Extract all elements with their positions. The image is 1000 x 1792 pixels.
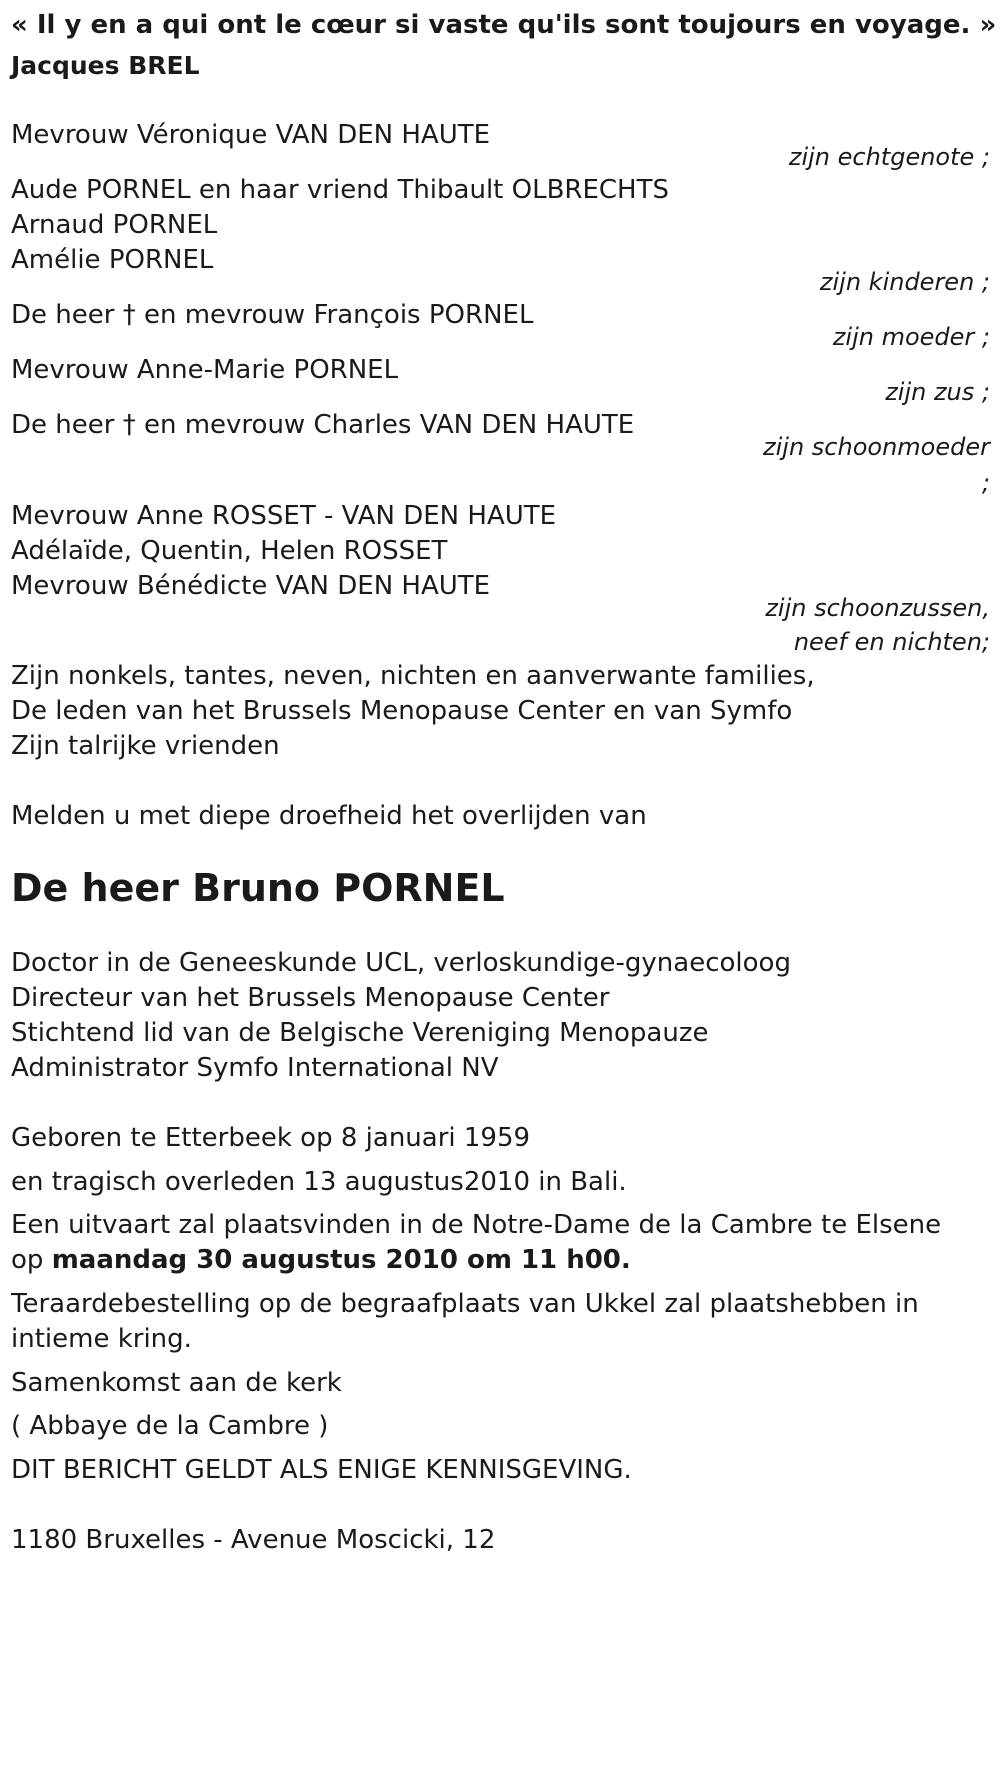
relation-sister: zijn zus ; <box>885 378 990 406</box>
relation-mother-in-law-end: ; <box>981 469 990 497</box>
others-family: Zijn nonkels, tantes, neven, nichten en aanverwante families, <box>11 661 815 691</box>
address-line: 1180 Bruxelles - Avenue Moscicki, 12 <box>11 1525 496 1555</box>
born-line: Geboren te Etterbeek op 8 januari 1959 <box>11 1123 531 1153</box>
relation-spouse: zijn echtgenote ; <box>788 143 990 171</box>
mourner-aude: Aude PORNEL en haar vriend Thibault OLBRECHTS <box>11 175 669 205</box>
quote-text: « Il y en a qui ont le cœur si vaste qu'ils sont toujours en voyage. » <box>11 10 997 40</box>
funeral-line: Een uitvaart zal plaatsvinden in de Notre-Dame de la Cambre te Elsene <box>11 1210 942 1240</box>
burial-line: Teraardebestelling op de begraafplaats van Ukkel zal plaatshebben in <box>11 1289 919 1319</box>
relation-mother: zijn moeder ; <box>832 323 990 351</box>
relation-children: zijn kinderen ; <box>819 268 990 296</box>
relation-mother-in-law: zijn schoonmoeder <box>763 433 990 461</box>
title-director: Directeur van het Brussels Menopause Center <box>11 983 610 1013</box>
others-friends: Zijn talrijke vrienden <box>11 731 280 761</box>
abbey-line: ( Abbaye de la Cambre ) <box>11 1411 329 1441</box>
quote-author: Jacques BREL <box>11 51 200 80</box>
mourner-francois: De heer † en mevrouw François PORNEL <box>11 300 534 330</box>
mourner-anne-rosset: Mevrouw Anne ROSSET - VAN DEN HAUTE <box>11 501 557 531</box>
deceased-name: De heer Bruno PORNEL <box>11 866 505 910</box>
funeral-date-line <box>11 1240 631 1280</box>
mourner-benedicte: Mevrouw Bénédicte VAN DEN HAUTE <box>11 571 491 601</box>
gathering-line: Samenkomst aan de kerk <box>11 1368 342 1398</box>
funeral-date: maandag 30 augustus 2010 om 11 h00. <box>51 1245 631 1275</box>
mourner-veronique: Mevrouw Véronique VAN DEN HAUTE <box>11 120 491 150</box>
title-administrator: Administrator Symfo International NV <box>11 1053 499 1083</box>
notice-line: DIT BERICHT GELDT ALS ENIGE KENNISGEVING. <box>11 1455 632 1485</box>
mourner-arnaud: Arnaud PORNEL <box>11 210 218 240</box>
funeral-date-prefix: op <box>11 1245 52 1275</box>
title-founder: Stichtend lid van de Belgische Vereniging Menopauze <box>11 1018 709 1048</box>
mourner-rosset-children: Adélaïde, Quentin, Helen ROSSET <box>11 536 448 566</box>
others-colleagues: De leden van het Brussels Menopause Center en van Symfo <box>11 696 793 726</box>
title-doctor: Doctor in de Geneeskunde UCL, verloskundige-gynaecoloog <box>11 948 791 978</box>
mourner-amelie: Amélie PORNEL <box>11 245 214 275</box>
burial-line-end: intieme kring. <box>11 1324 192 1354</box>
relation-in-laws: zijn schoonzussen, <box>765 594 990 622</box>
mourner-anne-marie: Mevrouw Anne-Marie PORNEL <box>11 355 399 385</box>
died-line: en tragisch overleden 13 augustus2010 in Bali. <box>11 1167 627 1197</box>
announcement: Melden u met diepe droefheid het overlijden van <box>11 801 647 831</box>
mourner-charles: De heer † en mevrouw Charles VAN DEN HAUTE <box>11 410 635 440</box>
relation-in-laws-end: neef en nichten; <box>793 628 990 656</box>
